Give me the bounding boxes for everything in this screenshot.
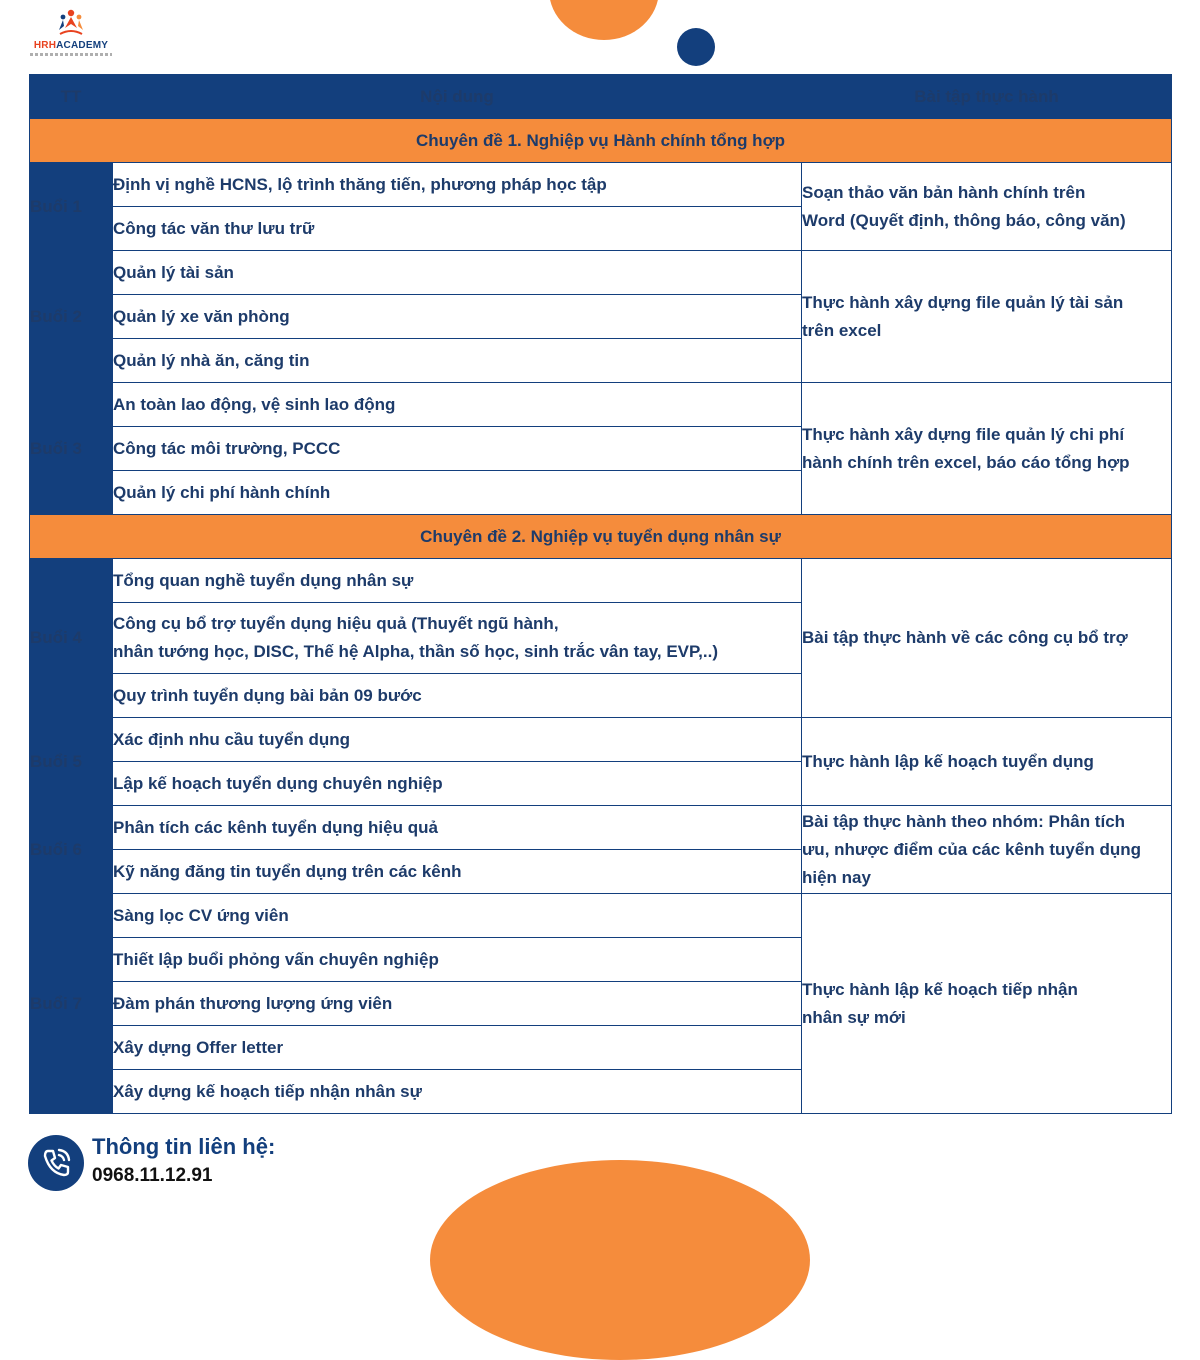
section-row bbox=[30, 515, 1172, 559]
session-label: Buổi 7 bbox=[30, 894, 113, 1114]
practice-line: trên excel bbox=[802, 320, 882, 340]
content-cell bbox=[113, 603, 802, 674]
practice-line: ưu, nhược điểm của các kênh tuyển dụng bbox=[802, 839, 1141, 859]
content-cell: Kỹ năng đăng tin tuyển dụng trên các kênh bbox=[113, 850, 802, 894]
practice-cell bbox=[802, 718, 1172, 806]
table-row bbox=[30, 383, 1172, 427]
content-cell: Quy trình tuyển dụng bài bản 09 bước bbox=[113, 674, 802, 718]
curriculum-body bbox=[30, 119, 1172, 1114]
content-cell: Công tác văn thư lưu trữ bbox=[113, 207, 802, 251]
logo-tagline bbox=[30, 53, 112, 56]
practice-line: Bài tập thực hành theo nhóm: Phân tích bbox=[802, 811, 1126, 831]
content-cell: An toàn lao động, vệ sinh lao động bbox=[113, 383, 802, 427]
content-line: Công cụ bổ trợ tuyển dụng hiệu quả (Thuyết ngũ hành, bbox=[113, 614, 559, 633]
content-cell: Xây dựng Offer letter bbox=[113, 1026, 802, 1070]
practice-cell bbox=[802, 559, 1172, 718]
hrh-academy-logo bbox=[30, 8, 112, 60]
content-cell: Công tác môi trường, PCCC bbox=[113, 427, 802, 471]
logo-text: HRHACADEMY bbox=[33, 40, 109, 51]
header-practice: Bài tập thực hành bbox=[802, 75, 1172, 119]
practice-line: Thực hành xây dựng file quản lý chi phí bbox=[802, 424, 1125, 444]
content-cell: Định vị nghề HCNS, lộ trình thăng tiến, phương pháp học tập bbox=[113, 163, 802, 207]
practice-line: Thực hành lập kế hoạch tiếp nhận bbox=[802, 979, 1078, 999]
content-cell: Quản lý tài sản bbox=[113, 251, 802, 295]
practice-line: Word (Quyết định, thông báo, công văn) bbox=[802, 210, 1126, 230]
content-cell: Thiết lập buổi phỏng vấn chuyên nghiệp bbox=[113, 938, 802, 982]
session-label: Buổi 4 bbox=[30, 559, 113, 718]
table-row bbox=[30, 806, 1172, 850]
practice-cell bbox=[802, 163, 1172, 251]
session-label: Buổi 2 bbox=[30, 251, 113, 383]
content-cell: Lập kế hoạch tuyển dụng chuyên nghiệp bbox=[113, 762, 802, 806]
table-row bbox=[30, 718, 1172, 762]
decorative-orange-circle-bottom bbox=[430, 1160, 810, 1360]
decorative-blue-dot bbox=[677, 28, 715, 66]
header-tt: TT bbox=[30, 75, 113, 119]
practice-cell bbox=[802, 383, 1172, 515]
table-header-row bbox=[30, 75, 1172, 119]
practice-line: Bài tập thực hành về các công cụ bổ trợ bbox=[802, 628, 1128, 647]
contact-title: Thông tin liên hệ: bbox=[92, 1134, 276, 1159]
table-row bbox=[30, 894, 1172, 938]
practice-line: Thực hành xây dựng file quản lý tài sản bbox=[802, 292, 1124, 312]
practice-line: nhân sự mới bbox=[802, 1007, 906, 1027]
session-label: Buổi 5 bbox=[30, 718, 113, 806]
table-row bbox=[30, 163, 1172, 207]
section-row bbox=[30, 119, 1172, 163]
content-cell: Xác định nhu cầu tuyển dụng bbox=[113, 718, 802, 762]
content-cell: Tổng quan nghề tuyển dụng nhân sự bbox=[113, 559, 802, 603]
curriculum-table bbox=[29, 74, 1172, 1114]
practice-cell bbox=[802, 894, 1172, 1114]
practice-line: hành chính trên excel, báo cáo tổng hợp bbox=[802, 452, 1130, 472]
section-title: Chuyên đề 2. Nghiệp vụ tuyển dụng nhân sự bbox=[30, 515, 1172, 559]
section-title: Chuyên đề 1. Nghiệp vụ Hành chính tổng hợp bbox=[30, 119, 1172, 163]
practice-line: Soạn thảo văn bản hành chính trên bbox=[802, 182, 1086, 202]
logo-figures-icon bbox=[56, 8, 86, 38]
practice-cell bbox=[802, 251, 1172, 383]
session-label: Buổi 6 bbox=[30, 806, 113, 894]
table-row bbox=[30, 559, 1172, 603]
header-content: Nội dung bbox=[113, 75, 802, 119]
practice-line: Thực hành lập kế hoạch tuyển dụng bbox=[802, 751, 1094, 771]
practice-cell bbox=[802, 806, 1172, 894]
contact-phone: 0968.11.12.91 bbox=[92, 1165, 213, 1186]
content-cell: Đàm phán thương lượng ứng viên bbox=[113, 982, 802, 1026]
content-cell: Quản lý xe văn phòng bbox=[113, 295, 802, 339]
table-row bbox=[30, 251, 1172, 295]
content-cell: Quản lý nhà ăn, căng tin bbox=[113, 339, 802, 383]
content-cell: Phân tích các kênh tuyển dụng hiệu quả bbox=[113, 806, 802, 850]
practice-line: hiện nay bbox=[802, 867, 871, 887]
content-line: nhân tướng học, DISC, Thế hệ Alpha, thần số học, sinh trắc vân tay, EVP,..) bbox=[113, 642, 719, 661]
contact-block bbox=[28, 1134, 428, 1194]
phone-icon bbox=[28, 1135, 84, 1191]
session-label: Buổi 3 bbox=[30, 383, 113, 515]
content-cell: Xây dựng kế hoạch tiếp nhận nhân sự bbox=[113, 1070, 802, 1114]
decorative-orange-circle-top bbox=[549, 0, 659, 40]
content-cell: Quản lý chi phí hành chính bbox=[113, 471, 802, 515]
session-label: Buổi 1 bbox=[30, 163, 113, 251]
content-cell: Sàng lọc CV ứng viên bbox=[113, 894, 802, 938]
